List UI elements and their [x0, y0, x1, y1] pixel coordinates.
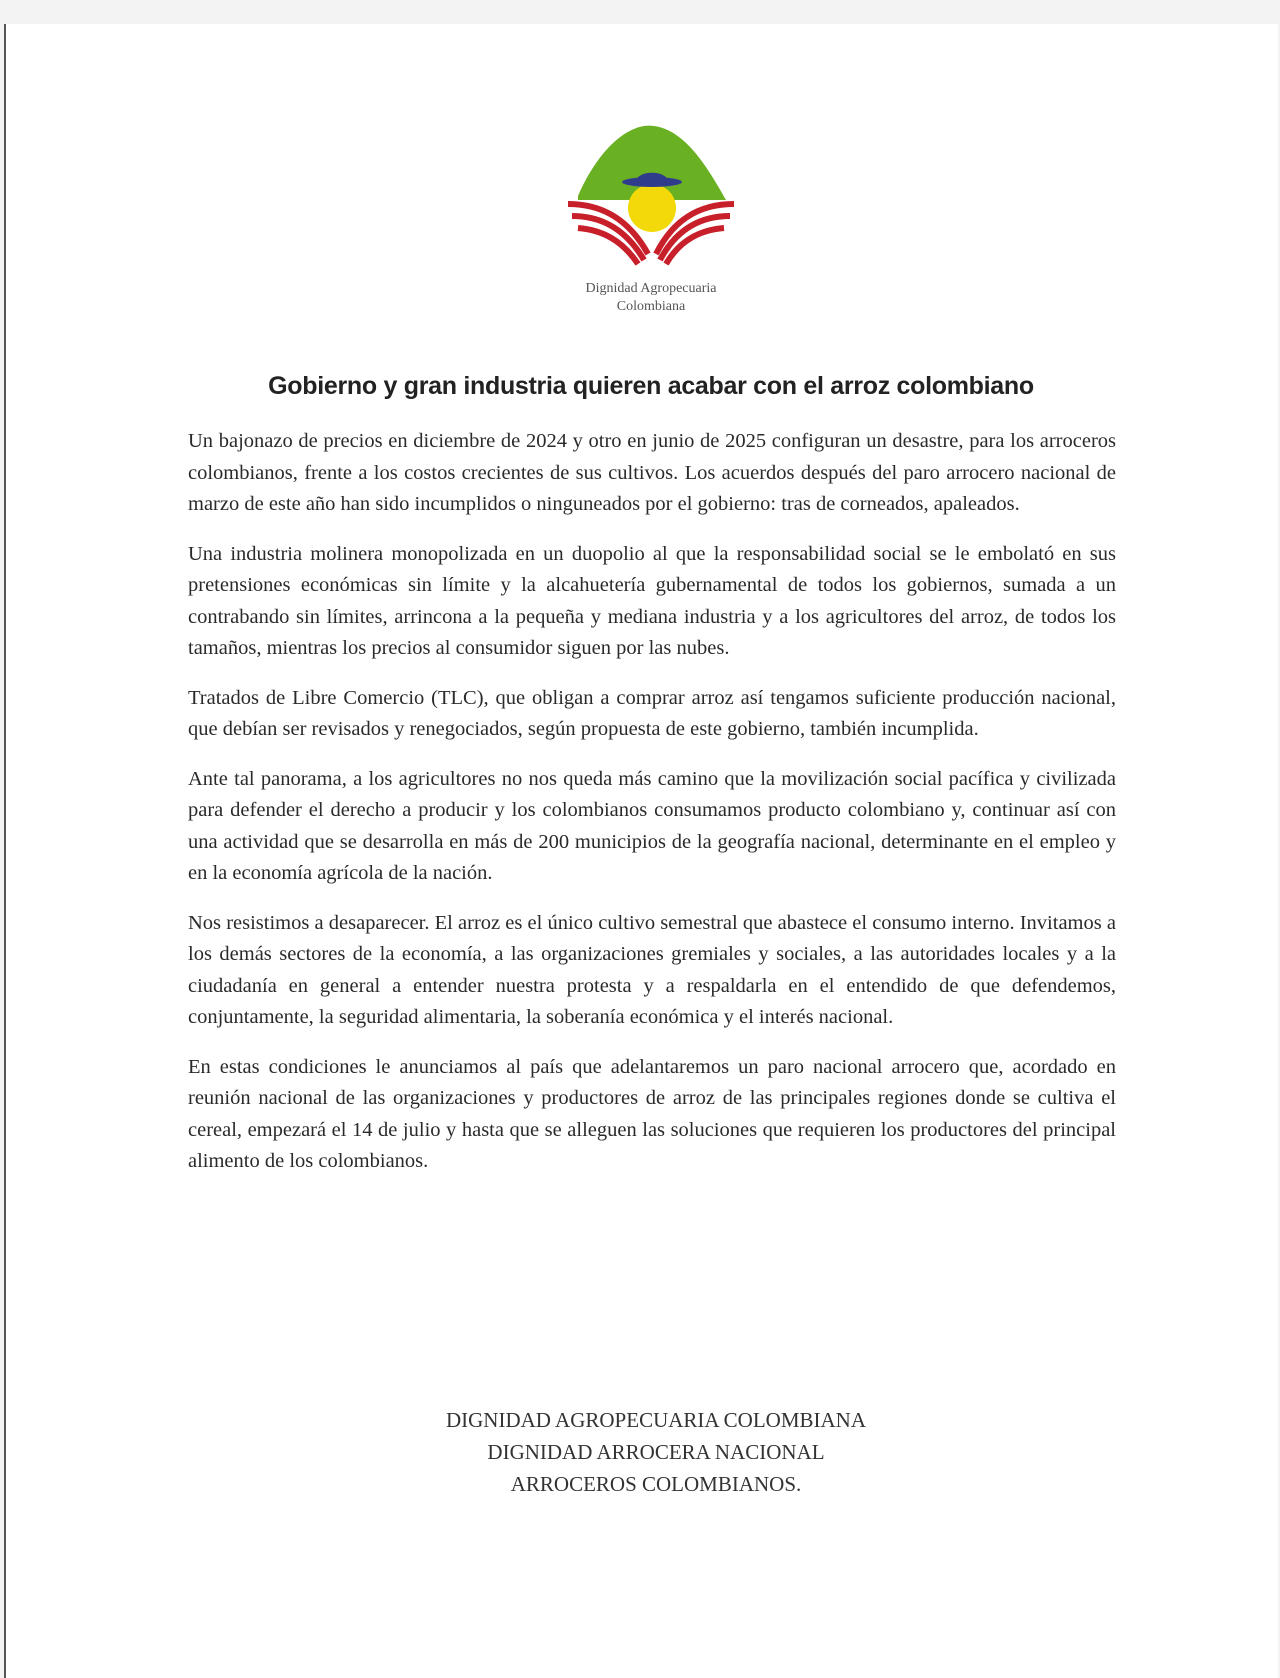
- logo-caption-line2: Colombiana: [616, 299, 686, 314]
- signature-block: [306, 1404, 1006, 1500]
- document-page: [4, 24, 1278, 1678]
- paragraph-5: Nos resistimos a desaparecer. El arroz es el único cultivo semestral que abastece el consumo interno. Invitamos a los demás sectores de la economía, a las organizaciones gremiales y sociales, a las autoridades locales y a la ciudadanía en general a entender nuestra protesta y a respaldarla en el entendido de que defendemos, conjuntamente, la seguridad alimentaria, la soberanía económica y el interés nacional.: [188, 911, 1116, 1028]
- paragraph-1: Un bajonazo de precios en diciembre de 2024 y otro en junio de 2025 configuran un desastre, para los arroceros colombianos, frente a los costos crecientes de sus cultivos. Los acuerdos después del paro arrocero nacional de marzo de este año han sido incumplidos o ninguneados por el gobierno: tras de corneados, apaleados.: [188, 430, 1116, 515]
- dignidad-agropecuaria-logo-icon: [566, 104, 736, 274]
- signatory-2: DIGNIDAD ARROCERA NACIONAL: [487, 1440, 825, 1464]
- paragraph-4: Ante tal panorama, a los agricultores no nos queda más camino que la movilización social pacífica y civilizada para defender el derecho a producir y los colombianos consumamos producto colombiano y, continuar así con una actividad que se desarrolla en más de 200 municipios de la geografía nacional, determinante en el empleo y en la economía agrícola de la nación.: [188, 767, 1116, 884]
- paragraph-3: Tratados de Libre Comercio (TLC), que obligan a comprar arroz así tengamos suficiente producción nacional, que debían ser revisados y renegociados, según propuesta de este gobierno, también incumplida.: [188, 686, 1116, 740]
- logo-caption-line1: Dignidad Agropecuaria: [585, 281, 717, 296]
- document-body: [188, 426, 1116, 1196]
- paragraph-2: Una industria molinera monopolizada en un duopolio al que la responsabilidad social se le embolató en sus pretensiones económicas sin límite y la alcahuetería gubernamental de todos los gobiernos, sumada a un contrabando sin límites, arrincona a la pequeña y mediana industria y a los agricultores del arroz, de todos los tamaños, mientras los precios al consumidor siguen por las nubes.: [188, 542, 1116, 659]
- signatory-3: ARROCEROS COLOMBIANOS.: [510, 1472, 802, 1496]
- document-title: Gobierno y gran industria quieren acabar con el arroz colombiano: [268, 372, 1034, 400]
- paragraph-6: En estas condiciones le anunciamos al país que adelantaremos un paro nacional arrocero que, acordado en reunión nacional de las organizaciones y productores de arroz de las principales regiones donde se cultiva el cereal, empezará el 14 de julio y hasta que se alleguen las soluciones que requieren los productores del principal alimento de los colombianos.: [188, 1055, 1116, 1172]
- logo-caption: [496, 280, 806, 316]
- signatory-1: DIGNIDAD AGROPECUARIA COLOMBIANA: [445, 1408, 866, 1432]
